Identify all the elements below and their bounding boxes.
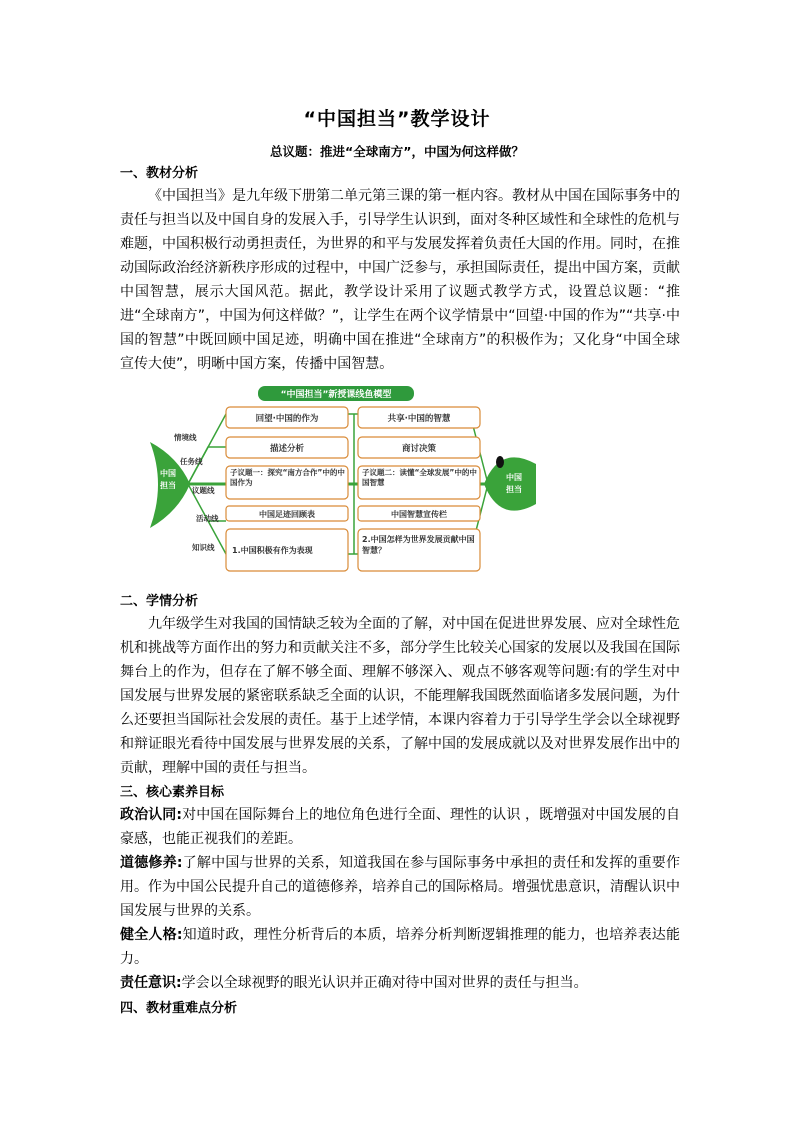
- goal-text: 了解中国与世界的关系，知道我国在参与国际事务中承担的责任和发挥的重要作用。作为中国公民提升自己的道德修养，培养自己的国际格局。增强忧患意识，清醒认识中国发展与世界的关系。: [120, 855, 680, 919]
- line-label-1: 情境线: [174, 433, 197, 442]
- right-box-5: [362, 534, 478, 568]
- goal-label: 道德修养:: [120, 855, 183, 871]
- fish-head: [484, 457, 536, 510]
- goal-moral-cultivation: [120, 851, 680, 923]
- diagram-banner-text: “中国担当”新授课线鱼模型: [280, 390, 392, 400]
- section-heading-4: 四、教材重难点分析: [120, 1001, 238, 1016]
- paragraph-student-analysis: 九年级学生对我国的国情缺乏较为全面的了解，对中国在促进世界发展、应对全球性危机和挑战等方面作出的努力和贡献关注不多，部分学生比较关心国家的发展以及我国在国际舞台上的作为，但存在了解不够全面、理解不够深入、观点不够客观等问题:有的学生对中国发展与世界发展的紧密联系缺乏全面的认识，不能理解我国既然面临诸多发展问题，为什么还要担当国际社会发展的责任。基于上述学情，本课内容着力于引导学生学会以全球视野和辩证眼光看待中国发展与世界发展的关系，了解中国的发展成就以及对世界发展作出中的贡献，理解中国的责任与担当。: [120, 616, 680, 776]
- goal-text: 知道时政，理性分析背后的本质，培养分析判断逻辑推理的能力，也培养表达能力。: [120, 927, 680, 967]
- goal-political-identity: [120, 803, 680, 851]
- fishbone-svg: [148, 382, 536, 578]
- left-box-4-text: 中国足迹回顾表: [259, 510, 315, 519]
- right-box-1-text: 共享·中国的智慧: [387, 414, 451, 424]
- section-heading-1: 一、教材分析: [120, 166, 199, 181]
- line-label-2: 任务线: [180, 457, 203, 466]
- fish-eye: [496, 456, 504, 468]
- fishbone-diagram: [148, 382, 536, 578]
- line-label-3: 议题线: [192, 486, 215, 495]
- right-box-2-text: 商讨决策: [401, 444, 437, 454]
- goal-label: 健全人格:: [120, 927, 183, 943]
- head-text-1: 中国: [506, 473, 522, 482]
- left-box-3: [230, 468, 346, 498]
- right-box-3: [362, 468, 478, 498]
- page-subtitle: 总议题：推进“全球南方”，中国为何这样做？: [270, 144, 524, 159]
- goal-label: 责任意识:: [120, 975, 182, 991]
- goal-label: 政治认同:: [120, 807, 182, 823]
- goal-text: 学会以全球视野的眼光认识并正确对待中国对世界的责任与担当。: [181, 975, 588, 991]
- right-box-3-text: 子议题二：读懂“全球发展”中的中国智慧: [362, 468, 477, 487]
- right-box-4-text: 中国智慧宣传栏: [391, 510, 447, 519]
- line-label-4: 活动线: [196, 514, 219, 523]
- left-box-5-text: 1.中国积极有作为表现: [232, 546, 313, 555]
- goal-sound-personality: [120, 923, 680, 971]
- goal-text: 对中国在国际舞台上的地位角色进行全面、理性的认识 ，既增强对中国发展的自豪感，也能正视我们的差距。: [120, 807, 680, 847]
- left-box-3-text: 子议题一：探究“南方合作”中的中国作为: [230, 468, 345, 487]
- left-box-1-text: 回望·中国的作为: [255, 414, 319, 424]
- line-label-5: 知识线: [192, 543, 215, 552]
- section-heading-3: 三、核心素养目标: [120, 785, 225, 800]
- head-text-2: 担当: [506, 485, 522, 494]
- page-title: “中国担当”教学设计: [303, 108, 491, 130]
- section-heading-2: 二、学情分析: [120, 594, 199, 609]
- paragraph-material-analysis: 《中国担当》是九年级下册第二单元第三课的第一框内容。教材从中国在国际事务中的责任与担当以及中国自身的发展入手，引导学生认识到，面对冬种区域性和全球性的危机与难题，中国积极行动勇担责任，为世界的和平与发展发挥着负责任大国的作用。同时，在推动国际政治经济新秩序形成的过程中，中国广泛参与，承担国际责任，提出中国方案，贡献中国智慧，展示大国风范。据此，教学设计采用了议题式教学方式，设置总议题：“推进“全球南方”，中国为何这样做？”，让学生在两个议学情景中“回望·中国的作为”“共享·中国的智慧”中既回顾中国足迹，明确中国在推进“全球南方”的积极作为；又化身“中国全球宣传大使”，明晰中国方案，传播中国智慧。: [120, 188, 680, 372]
- tail-text-1: 中国: [160, 469, 176, 478]
- left-box-2-text: 描述分析: [269, 444, 305, 454]
- right-box-5-text: 2.中国怎样为世界发展贡献中国智慧？: [362, 535, 475, 555]
- goal-responsibility: [120, 971, 680, 995]
- tail-text-2: 担当: [160, 481, 176, 490]
